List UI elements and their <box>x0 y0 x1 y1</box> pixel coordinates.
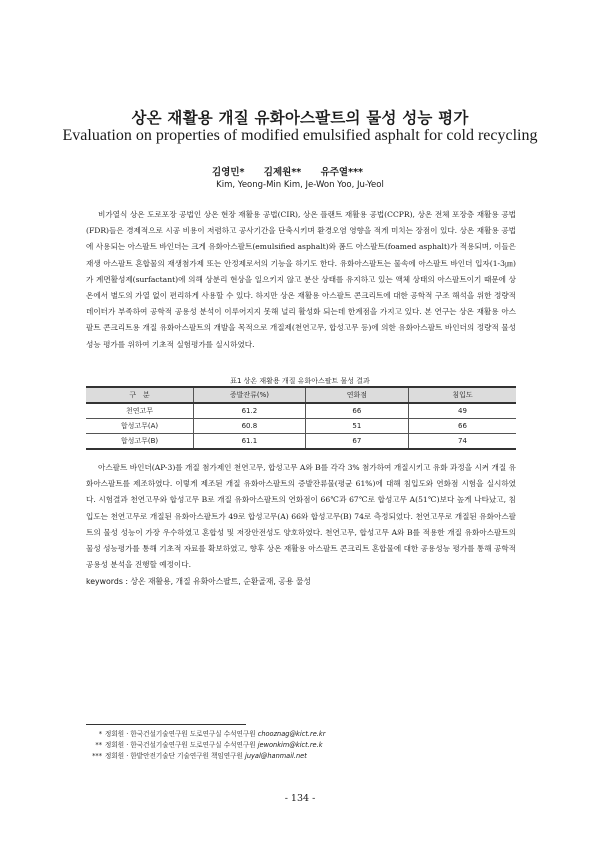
footnote-email: chooznag@kict.re.kr <box>257 730 326 738</box>
keywords-line <box>86 576 516 587</box>
footnote-mark: * <box>98 730 102 738</box>
footnote-email: juyal@hanmail.net <box>244 752 307 760</box>
footnote-email: jewonkim@kict.re.k <box>257 741 323 749</box>
authors-korean: 김영민* 김제원** 유주열*** <box>212 167 364 178</box>
page-number: - 134 - <box>284 793 316 804</box>
table-cell: 천연고무 <box>86 403 194 419</box>
table-caption: 표1 상온 재활용 개질 유화아스팔트 물성 결과 <box>230 377 370 385</box>
table-cell: 74 <box>408 434 516 450</box>
table-cell: 66 <box>305 403 408 419</box>
footnote-affiliation: 정회원 · 한국건설기술연구원 도로연구실 수석연구원 <box>105 730 256 738</box>
results-table <box>86 386 516 450</box>
abstract-paragraph-1: 비가열식 상온 도로포장 공법인 상온 현장 재활용 공법(CIR), 상온 플랜트 재활용 공법(CCPR), 상온 전체 포장층 재활용 공법(FDR)들은 경제적으로 시공 비용이 저렴하고 공사기간을 단축시키며 환경오염 영향을 적게 미치는 장점이 있다. 상온 재활용 공법에 사용되는 아스팔트 바인더는 크게 유화아스팔트(emulsified asphalt)와 폼드 아스팔트(foamed asphalt)가 적용되며, 이들은 재생 아스팔트 혼합물의 재생첨가제 또는 안정제로서의 기능을 하기도 한다. 유화아스팔트는 물속에 아스팔트 바인더 입자(1-3㎛)가 계면활성제(surfactant)에 의해 상분리 현상을 일으키지 않고 분산 상태를 유지하고 있는 액체 상태의 아스팔트이기 때문에 상온에서 별도의 가열 없이 편리하게 사용할 수 있다. 하지만 상온 재활용 아스팔트 콘크리트에 대한 공학적 구조 해석을 위한 정량적 데이터가 부족하여 공학적 공용성 분석이 이루어지지 못해 널리 활성화 되는데 한계점을 가지고 있다. 본 연구는 상온 재활용 아스팔트 콘크리트용 개질 유화아스팔트의 개발을 목적으로 개질제(천연고무, 합성고무 등)에 의한 유화아스팔트 바인더의 정량적 물성 성능 평가를 위하여 기초적 실험평가를 실시하였다. <box>86 210 516 349</box>
keywords-label: keywords : <box>86 577 128 586</box>
table-header-cell: 침입도 <box>408 387 516 403</box>
footnote-item <box>86 729 516 740</box>
footnote-mark: *** <box>92 752 102 760</box>
table-cell: 합성고무(B) <box>86 434 194 450</box>
table-header-cell: 연화점 <box>305 387 408 403</box>
table-cell: 61.1 <box>194 434 306 450</box>
table-cell: 66 <box>408 419 516 434</box>
table-cell: 49 <box>408 403 516 419</box>
table-cell: 60.8 <box>194 419 306 434</box>
keywords-text: 상온 재활용, 개질 유화아스팔트, 순환골재, 공용 물성 <box>130 577 311 586</box>
footnote-affiliation: 정회원 · 한국건설기술연구원 도로연구실 수석연구원 <box>105 741 256 749</box>
footnote-item <box>86 740 516 751</box>
table-row <box>86 403 516 419</box>
table-header-row <box>86 387 516 403</box>
abstract-paragraph-2: 아스팔트 바인더(AP-3)를 개질 첨가제인 천연고무, 합성고무 A와 B를 각각 3% 첨가하여 개질시키고 유화 과정을 시켜 개질 유화아스팔트를 제조하였다. 이렇게 제조된 개질 유화아스팔트의 증발잔류물(평균 61%)에 대해 침입도와 연화점 시험을 실시하였다. 시험결과 천연고무와 합성고무 B로 개질 유화아스팔트의 연화점이 66℃과 67℃로 합성고무 A(51℃)보다 높게 나타났고, 침입도는 천연고무로 개질된 유화아스팔트가 49로 합성고무(A) 66와 합성고무(B) 74로 측정되었다. 천연고무로 개질된 유화아스팔트의 물성 성능이 가장 우수하였고 혼합성 및 저장안전성도 양호하였다. 천연고무, 합성고무 A와 B를 적용한 개질 유화아스팔트의 물성 성능평가를 통해 기초적 자료를 확보하였고, 향후 상온 재활용 아스팔트 콘크리트 혼합물에 대한 공용성능 평가를 통해 공학적 공용성 분석을 진행할 예정이다. <box>86 463 516 570</box>
footnote-affiliation: 정회원 · 한밭안전기술단 기술연구원 책임연구원 <box>105 752 243 760</box>
table-header-cell: 증발잔류(%) <box>194 387 306 403</box>
footnotes <box>86 729 516 762</box>
footnote-mark: ** <box>95 741 102 749</box>
table-cell: 합성고무(A) <box>86 419 194 434</box>
table-row <box>86 434 516 450</box>
table-cell: 51 <box>305 419 408 434</box>
table-header-cell: 구 분 <box>86 387 194 403</box>
title-korean: 상온 재활용 개질 유화아스팔트의 물성 성능 평가 <box>131 109 469 127</box>
footnote-item <box>86 751 516 762</box>
table-cell: 61.2 <box>194 403 306 419</box>
title-english: Evaluation on properties of modified emulsified asphalt for cold recycling <box>62 127 538 144</box>
authors-english: Kim, Yeong-Min Kim, Je-Won Yoo, Ju-Yeol <box>216 180 384 190</box>
table-row <box>86 419 516 434</box>
table-cell: 67 <box>305 434 408 450</box>
footnote-divider <box>86 724 246 725</box>
